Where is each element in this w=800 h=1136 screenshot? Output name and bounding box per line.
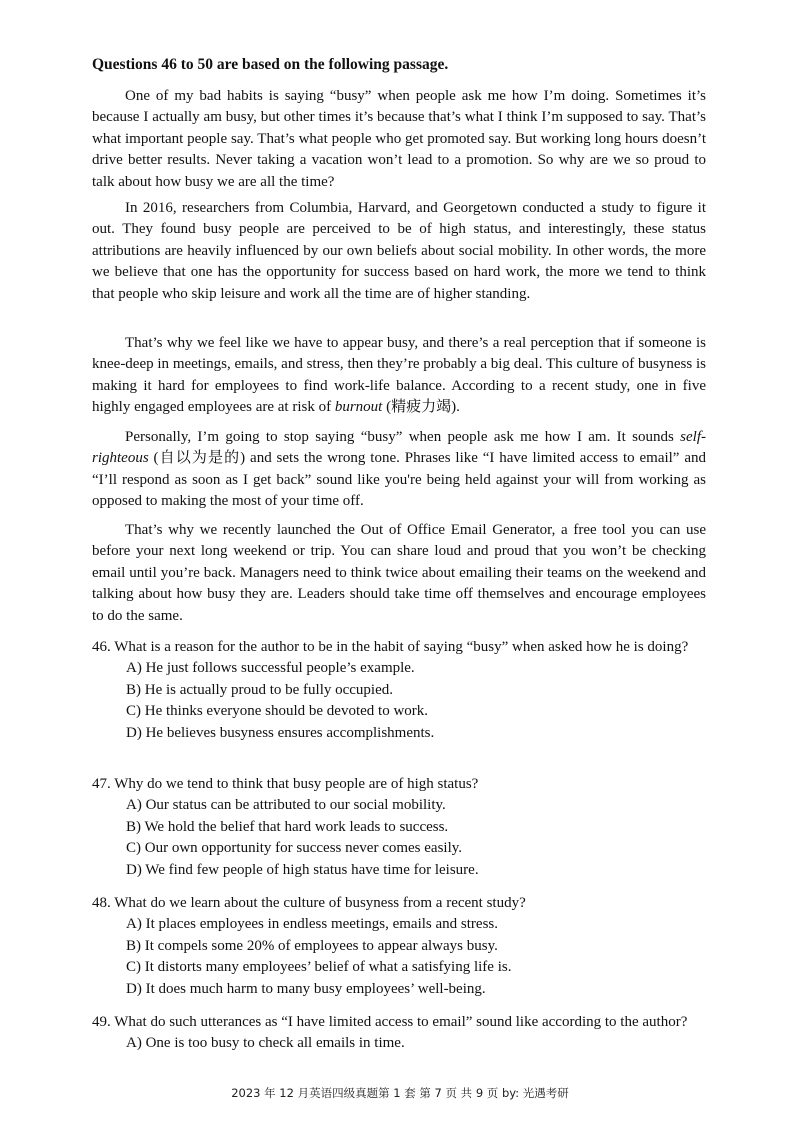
option-b[interactable]: B) We hold the belief that hard work leads to success. [126, 818, 449, 835]
option-d[interactable]: D) It does much harm to many busy employees’ well-being. [126, 980, 486, 997]
question-stem: 48. What do we learn about the culture of busyness from a recent study? [92, 895, 526, 911]
question-stem: 47. Why do we tend to think that busy people are of high status? [92, 776, 479, 792]
question-49 [92, 1012, 706, 1055]
page-footer: 2023 年 12 月英语四级真题第 1 套 第 7 页 共 9 页 by: 光遇考研 [231, 1086, 569, 1100]
paragraph-4-text: Personally, I’m going to stop saying “busy” when people ask me how I am. It sounds [125, 429, 681, 445]
option-a[interactable]: A) It places employees in endless meetings, emails and stress. [126, 916, 498, 933]
question-48 [92, 893, 706, 1000]
passage-paragraph-3 [92, 333, 706, 419]
option-c[interactable]: C) He thinks everyone should be devoted to work. [126, 703, 429, 720]
question-stem: 46. What is a reason for the author to be in the habit of saying “busy” when asked how he is doing? [92, 639, 689, 655]
term-self-righteous: self-righteous [92, 429, 706, 467]
passage-paragraph-1: One of my bad habits is saying “busy” when people ask me how I’m doing. Sometimes it’s because I actually am busy, but other times it’s because that’s what I think I’m supposed to say. That’s what important people say. That’s what people who get promoted say. But working long hours doesn’t drive better results. Never taking a vacation won’t lead to a promotion. So why are we so proud to talk about how busy we are all the time? [92, 88, 706, 190]
paragraph-3-gloss: (精疲力竭). [382, 399, 460, 416]
option-c[interactable]: C) It distorts many employees’ belief of what a satisfying life is. [126, 959, 512, 976]
question-47 [92, 774, 706, 881]
option-a[interactable]: A) He just follows successful people’s example. [126, 660, 415, 677]
passage-paragraph-5: That’s why we recently launched the Out of Office Email Generator, a free tool you can use before your next long weekend or trip. You can share loud and proud that you won’t be checking email until you’re back. Managers need to think twice about emailing their teams on the weekend and talking about how busy they are. Leaders should take time off themselves and encourage employees to do the same. [92, 522, 706, 624]
option-b[interactable]: B) It compels some 20% of employees to appear always busy. [126, 937, 498, 954]
option-c[interactable]: C) Our own opportunity for success never comes easily. [126, 840, 463, 857]
option-a[interactable]: A) Our status can be attributed to our social mobility. [126, 797, 446, 814]
paragraph-4-rest: (自以为是的) and sets the wrong tone. Phrases like “I have limited access to email” and “I’ll respond as soon as I get back” sound like you're being held against your will from working as opposed to making the most of your time off. [92, 450, 706, 510]
option-d[interactable]: D) We find few people of high status have time for leisure. [126, 861, 479, 878]
question-46 [92, 637, 706, 744]
term-burnout: burnout [334, 399, 383, 416]
section-heading: Questions 46 to 50 are based on the following passage. [92, 56, 449, 73]
option-d[interactable]: D) He believes busyness ensures accomplishments. [126, 724, 435, 741]
question-stem: 49. What do such utterances as “I have limited access to email” sound like according to the author? [92, 1014, 688, 1030]
option-a[interactable]: A) One is too busy to check all emails in time. [126, 1035, 405, 1052]
paragraph-3-text: That’s why we feel like we have to appear busy, and there’s a real perception that if someone is knee-deep in meetings, emails, and stress, then they’re probably a big deal. This culture of busyness is making it hard for employees to find work-life balance. According to a recent study, one in five highly engaged employees are at risk of [92, 335, 706, 416]
passage-paragraph-2: In 2016, researchers from Columbia, Harvard, and Georgetown conducted a study to figure it out. They found busy people are perceived to be of high status, and interestingly, these status attributions are heavily influenced by our own beliefs about social mobility. In other words, the more we believe that one has the opportunity for success based on hard work, the more we tend to think that people who skip leisure and work all the time are of higher standing. [92, 200, 706, 302]
option-b[interactable]: B) He is actually proud to be fully occupied. [126, 681, 394, 698]
passage-paragraph-4 [92, 427, 706, 513]
